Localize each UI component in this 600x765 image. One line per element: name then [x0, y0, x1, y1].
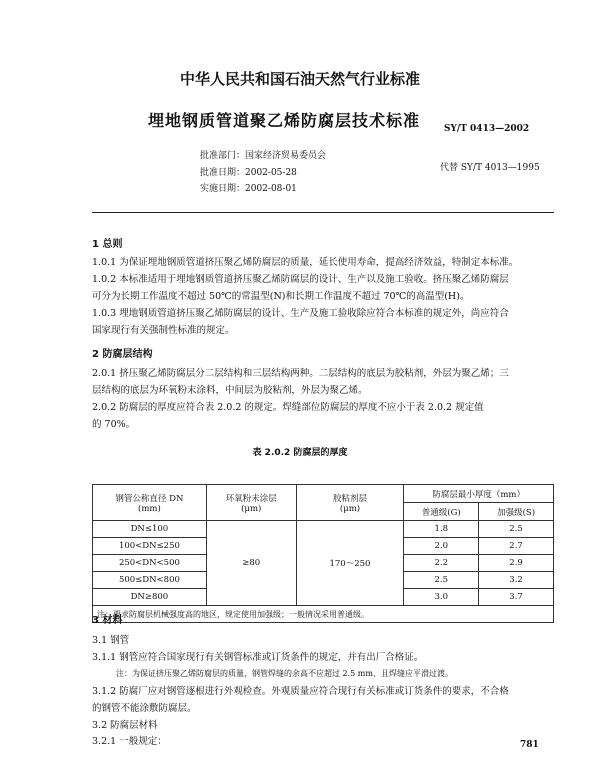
normal-cell: 3.0 [404, 589, 479, 606]
clause-1-0-2: 1.0.2 本标准适用于埋地钢质管道挤压聚乙烯防腐层的设计、生产以及施工验收。挤压聚乙烯防腐层 [92, 274, 509, 285]
adhesive-cell: 170～250 [296, 521, 404, 606]
clause-1-0-2-cont: 可分为长期工作温度不超过 50℃的常温型(N)和长期工作温度不超过 70℃的高温型(H)。 [92, 291, 470, 302]
diameter-cell: 500≤DN<800 [93, 572, 207, 589]
normal-cell: 1.8 [404, 521, 479, 538]
section-2-heading: 2 防腐层结构 [92, 349, 153, 360]
header-adhesive-label: 胶粘剂层 [332, 493, 367, 504]
table-caption: 表 2.0.2 防腐层的厚度 [252, 448, 348, 458]
replaces-standard: 代替 SY/T 4013—1995 [440, 163, 540, 173]
diameter-cell: DN≥800 [93, 589, 207, 606]
header-epoxy-unit: (μm) [241, 503, 262, 514]
reinforced-cell: 2.9 [479, 555, 554, 572]
issuing-organization: 中华人民共和国石油天然气行业标准 [179, 70, 420, 88]
clause-1-0-3-cont: 国家现行有关强制性标准的规定。 [92, 325, 235, 336]
header-pipe-diameter-unit: (mm) [138, 503, 161, 514]
clause-1-0-1: 1.0.1 为保证埋地钢质管道挤压聚乙烯防腐层的质量，延长使用寿命，提高经济效益，特制定本标准。 [92, 257, 519, 268]
reinforced-cell: 3.7 [479, 589, 554, 606]
clause-3-2: 3.2 防腐层材料 [92, 720, 158, 731]
epoxy-cell: ≥80 [206, 521, 296, 606]
diameter-cell: 100<DN≤250 [93, 538, 207, 555]
approval-date: 批准日期：2002-05-28 [200, 168, 297, 178]
diameter-cell: DN≤100 [93, 521, 207, 538]
header-rule [92, 212, 554, 213]
header-normal-grade: 普通级(G) [404, 503, 479, 521]
header-pipe-diameter [93, 485, 207, 521]
clause-3-1-2-cont: 的钢管不能涂敷防腐层。 [92, 703, 197, 714]
standard-number: SY/T 0413—2002 [444, 124, 530, 134]
table-note: 注：要求防腐层机械强度高的地区，规定使用加强级；一般情况采用普通级。 [93, 606, 554, 623]
header-epoxy-label: 环氧粉末涂层 [225, 493, 277, 504]
reinforced-cell: 2.5 [479, 521, 554, 538]
clause-2-0-2: 2.0.2 防腐层的厚度应符合表 2.0.2 的规定。焊缝部位防腐层的厚度不应小于表 2.0.2 规定值 [92, 402, 484, 413]
header-pipe-diameter-label: 钢管公称直径 DN [115, 493, 184, 504]
table-note-row [93, 606, 554, 623]
thickness-table [92, 484, 554, 623]
page-number: 781 [520, 740, 539, 750]
normal-cell: 2.5 [404, 572, 479, 589]
clause-2-0-2-cont: 的 70%。 [92, 419, 136, 430]
clause-3-1-1: 3.1.1 钢管应符合国家现行有关钢管标准或订货条件的规定，并有出厂合格证。 [92, 652, 424, 663]
section-1-heading: 1 总则 [92, 239, 123, 250]
approval-department: 批准部门：国家经济贸易委员会 [200, 151, 327, 161]
reinforced-cell: 3.2 [479, 572, 554, 589]
clause-2-0-1-cont: 层结构的底层为环氧粉末涂料，中间层为胶粘剂，外层为聚乙烯。 [92, 385, 368, 396]
header-reinforced-grade: 加强级(S) [479, 503, 554, 521]
diameter-cell: 250<DN<500 [93, 555, 207, 572]
reinforced-cell: 2.7 [479, 538, 554, 555]
section-3-heading: 3 材料 [92, 615, 123, 626]
header-adhesive-layer [296, 485, 404, 521]
clause-1-0-3: 1.0.3 埋地钢质管道挤压聚乙烯防腐层的设计、生产及施工验收除应符合本标准的规定外，尚应符合 [92, 308, 509, 319]
document-title: 埋地钢质管道聚乙烯防腐层技术标准 [148, 111, 421, 130]
clause-3-1-1-note: 注：为保证挤压聚乙烯防腐层的质量，钢管焊缝的余高不应超过 2.5 mm，且焊缝应平滑过渡。 [116, 669, 453, 678]
normal-cell: 2.2 [404, 555, 479, 572]
clause-3-1: 3.1 钢管 [92, 635, 130, 646]
clause-3-2-1: 3.2.1 一般规定： [92, 736, 167, 747]
clause-3-1-2: 3.1.2 防腐厂应对钢管逐根进行外观检查。外观质量应符合现行有关标准或订货条件的要求，不合格 [92, 686, 509, 697]
normal-cell: 2.0 [404, 538, 479, 555]
table-row [93, 521, 554, 538]
header-min-thickness: 防腐层最小厚度（mm） [404, 485, 554, 503]
clause-2-0-1: 2.0.1 挤压聚乙烯防腐层分二层结构和三层结构两种。二层结构的底层为胶粘剂，外层为聚乙烯；三 [92, 368, 509, 379]
effective-date: 实施日期：2002-08-01 [200, 184, 297, 194]
header-epoxy-coating [206, 485, 296, 521]
header-adhesive-unit: (μm) [339, 503, 361, 514]
